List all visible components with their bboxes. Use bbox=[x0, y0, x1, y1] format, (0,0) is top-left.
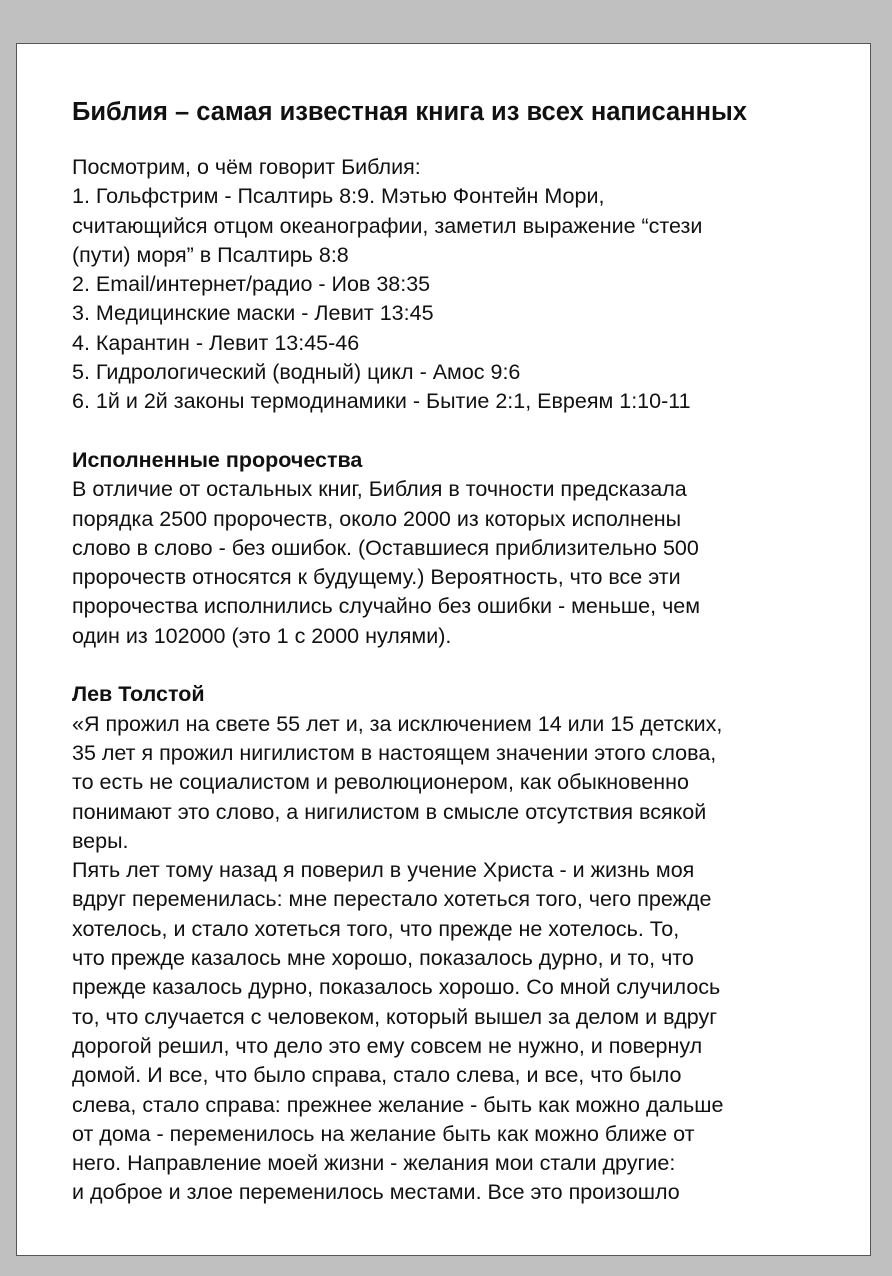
tolstoy-heading: Лев Толстой bbox=[72, 682, 205, 707]
prophecies-line: пророчеств относятся к будущему.) Вероятность, что все эти bbox=[72, 565, 681, 590]
fact-line: 4. Карантин - Левит 13:45-46 bbox=[72, 330, 360, 355]
document-content bbox=[72, 94, 862, 1208]
tolstoy-line: него. Направление моей жизни - желания мои стали другие: bbox=[72, 1151, 676, 1176]
tolstoy-line: веры. bbox=[72, 828, 129, 853]
tolstoy-line: прежде казалось дурно, показалось хорошо. Со мной случилось bbox=[72, 975, 721, 1000]
tolstoy-line: Пять лет тому назад я поверил в учение Христа - и жизнь моя bbox=[72, 858, 695, 883]
tolstoy-line: 35 лет я прожил нигилистом в настоящем значении этого слова, bbox=[72, 740, 717, 765]
prophecies-heading: Исполненные пророчества bbox=[72, 447, 363, 472]
prophecies-line: один из 102000 (это 1 с 2000 нулями). bbox=[72, 623, 452, 648]
paragraph-gap bbox=[72, 417, 862, 446]
prophecies-line: порядка 2500 пророчеств, около 2000 из которых исполнены bbox=[72, 506, 682, 531]
tolstoy-line: вдруг переменилась: мне перестало хотеться того, чего прежде bbox=[72, 887, 712, 912]
tolstoy-line: от дома - переменилось на желание быть как можно ближе от bbox=[72, 1121, 695, 1146]
tolstoy-line: слева, стало справа: прежнее желание - быть как можно дальше bbox=[72, 1092, 724, 1117]
prophecies-line: В отличие от остальных книг, Библия в точности предсказала bbox=[72, 477, 687, 502]
tolstoy-line: что прежде казалось мне хорошо, показалось дурно, и то, что bbox=[72, 946, 694, 971]
tolstoy-line: домой. И все, что было справа, стало слева, и все, что было bbox=[72, 1063, 682, 1088]
tolstoy-line: дорогой решил, что дело это ему совсем не нужно, и повернул bbox=[72, 1033, 703, 1058]
document-page bbox=[16, 43, 871, 1256]
fact-line: 2. Email/интернет/радио - Иов 38:35 bbox=[72, 272, 431, 297]
prophecies-line: слово в слово - без ошибок. (Оставшиеся приблизительно 500 bbox=[72, 535, 699, 560]
fact-line: 1. Гольфстрим - Псалтирь 8:9. Мэтью Фонтейн Мори, bbox=[72, 184, 605, 209]
document-title: Библия – самая известная книга из всех написанных bbox=[72, 98, 747, 126]
fact-line: 5. Гидрологический (водный) цикл - Амос 9:6 bbox=[72, 360, 521, 385]
tolstoy-line: то есть не социалистом и революционером, как обыкновенно bbox=[72, 770, 689, 795]
fact-line: (пути) моря” в Псалтирь 8:8 bbox=[72, 242, 349, 267]
tolstoy-line: хотелось, и стало хотеться того, что прежде не хотелось. То, bbox=[72, 916, 680, 941]
fact-line: считающийся отцом океанографии, заметил выражение “стези bbox=[72, 213, 703, 238]
paragraph-gap bbox=[72, 651, 862, 680]
prophecies-line: пророчества исполнились случайно без ошибки - меньше, чем bbox=[72, 594, 701, 619]
tolstoy-line: понимают это слово, а нигилистом в смысле отсутствия всякой bbox=[72, 799, 707, 824]
fact-line: 3. Медицинские маски - Левит 13:45 bbox=[72, 301, 434, 326]
tolstoy-line: то, что случается с человеком, который вышел за делом и вдруг bbox=[72, 1004, 718, 1029]
intro-line: Посмотрим, о чём говорит Библия: bbox=[72, 155, 421, 179]
fact-line: 6. 1й и 2й законы термодинамики - Бытие 2:1, Евреям 1:10-11 bbox=[72, 389, 691, 414]
tolstoy-line: и доброе и злое переменилось местами. Все это произошло bbox=[72, 1180, 680, 1205]
tolstoy-line: «Я прожил на свете 55 лет и, за исключением 14 или 15 детских, bbox=[72, 711, 723, 736]
